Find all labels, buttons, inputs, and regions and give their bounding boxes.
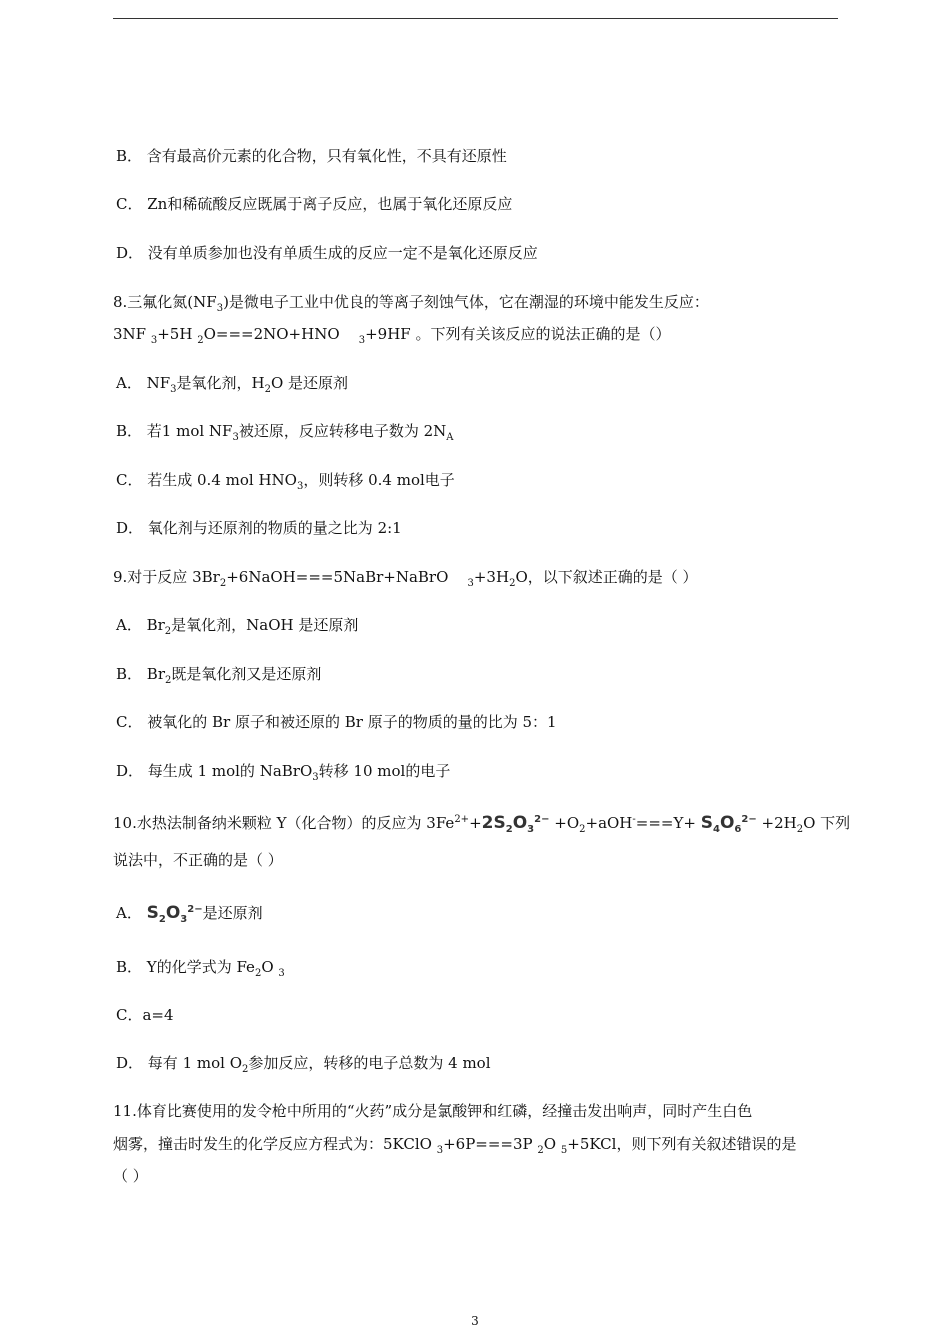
q7-option-d: D． 没有单质参加也没有单质生成的反应一定不是氧化还原反应 bbox=[116, 244, 538, 262]
q9-option-d: D． 每生成 1 mol的 NaBrO$_3$转移 10 mol的电子 bbox=[116, 762, 451, 783]
tetrathionate-ion: $S_4O_6^{2-}$ bbox=[700, 813, 757, 835]
q8-stem-line1: 8.三氟化氮$(NF_3)$是微电子工业中优良的等离子刻蚀气体，它在潮湿的环境中能发生反应： bbox=[113, 293, 709, 314]
q7-option-b: B． 含有最高价元素的化合物，只有氧化性，不具有还原性 bbox=[116, 147, 507, 165]
q11-stem-line1: 11.体育比赛使用的发令枪中所用的“火药”成分是氯酸钾和红磷，经撞击发出响声，同时产生白色 bbox=[113, 1102, 753, 1120]
thiosulfate-ion: $2S_2O_3^{2-}$ bbox=[481, 813, 550, 835]
q8-stem-line2: 3NF $_3$+5H $_2$O===2NO+HNO $_3$+9HF 。下列有关该反应的说法正确的是（） bbox=[113, 325, 671, 346]
q9-stem: 9.对于反应 $3Br_2+6NaOH===5NaBr+NaBrO$ $_3+3H_2O$，以下叙述正确的是（ ） bbox=[113, 568, 698, 589]
q11-stem-line3: （ ） bbox=[113, 1167, 148, 1185]
q8-option-b: B． 若1 mol $NF_3$被还原，反应转移电子数为 $2N_A$ bbox=[116, 422, 454, 443]
q8-option-c: C． 若生成 0.4 mol $HNO_3$，则转移 0.4 mol电子 bbox=[116, 471, 455, 492]
q9-option-c: C． 被氧化的 Br 原子和被还原的 Br 原子的物质的量的比为 5：1 bbox=[116, 713, 557, 731]
q8-option-a: A． $NF_3$是氧化剂，$H_2O$ 是还原剂 bbox=[116, 374, 349, 395]
page-number: 3 bbox=[471, 1314, 479, 1328]
q10-stem-line2: 说法中，不正确的是（ ） bbox=[113, 851, 283, 869]
q8-option-d: D． 氧化剂与还原剂的物质的量之比为 2:1 bbox=[116, 519, 402, 537]
q11-stem-line2: 烟雾，撞击时发生的化学反应方程式为：5KClO $_3$+6P===3P $_2$O $_5$+5KCl，则下列有关叙述错误的是 bbox=[113, 1135, 797, 1156]
q10-option-b: B． Y的化学式为 $Fe_2O$ $_3$ bbox=[116, 958, 285, 979]
q9-option-b: B． $Br_2$既是氧化剂又是还原剂 bbox=[116, 665, 322, 686]
q9-option-a: A． $Br_2$是氧化剂，NaOH 是还原剂 bbox=[116, 616, 359, 637]
thiosulfate-ion: $S_2O_3^{2-}$ bbox=[146, 903, 203, 925]
q10-option-d: D． 每有 1 mol $O_2$参加反应，转移的电子总数为 4 mol bbox=[116, 1054, 491, 1075]
header-rule bbox=[113, 18, 838, 19]
q7-option-c: C． Zn和稀硫酸反应既属于离子反应，也属于氧化还原反应 bbox=[116, 195, 513, 213]
q10-option-c: C．a=4 bbox=[116, 1006, 174, 1024]
q10-stem-line1: 10.水热法制备纳米颗粒 Y（化合物）的反应为 $3Fe^{2+}+2S_2O_3^{2-} +O_2+aOH^-===Y+ S_4O_6^{2-} +2H_2O$ 下列 bbox=[113, 813, 851, 835]
q10-option-a: A． $S_2O_3^{2-}$是还原剂 bbox=[116, 903, 263, 925]
